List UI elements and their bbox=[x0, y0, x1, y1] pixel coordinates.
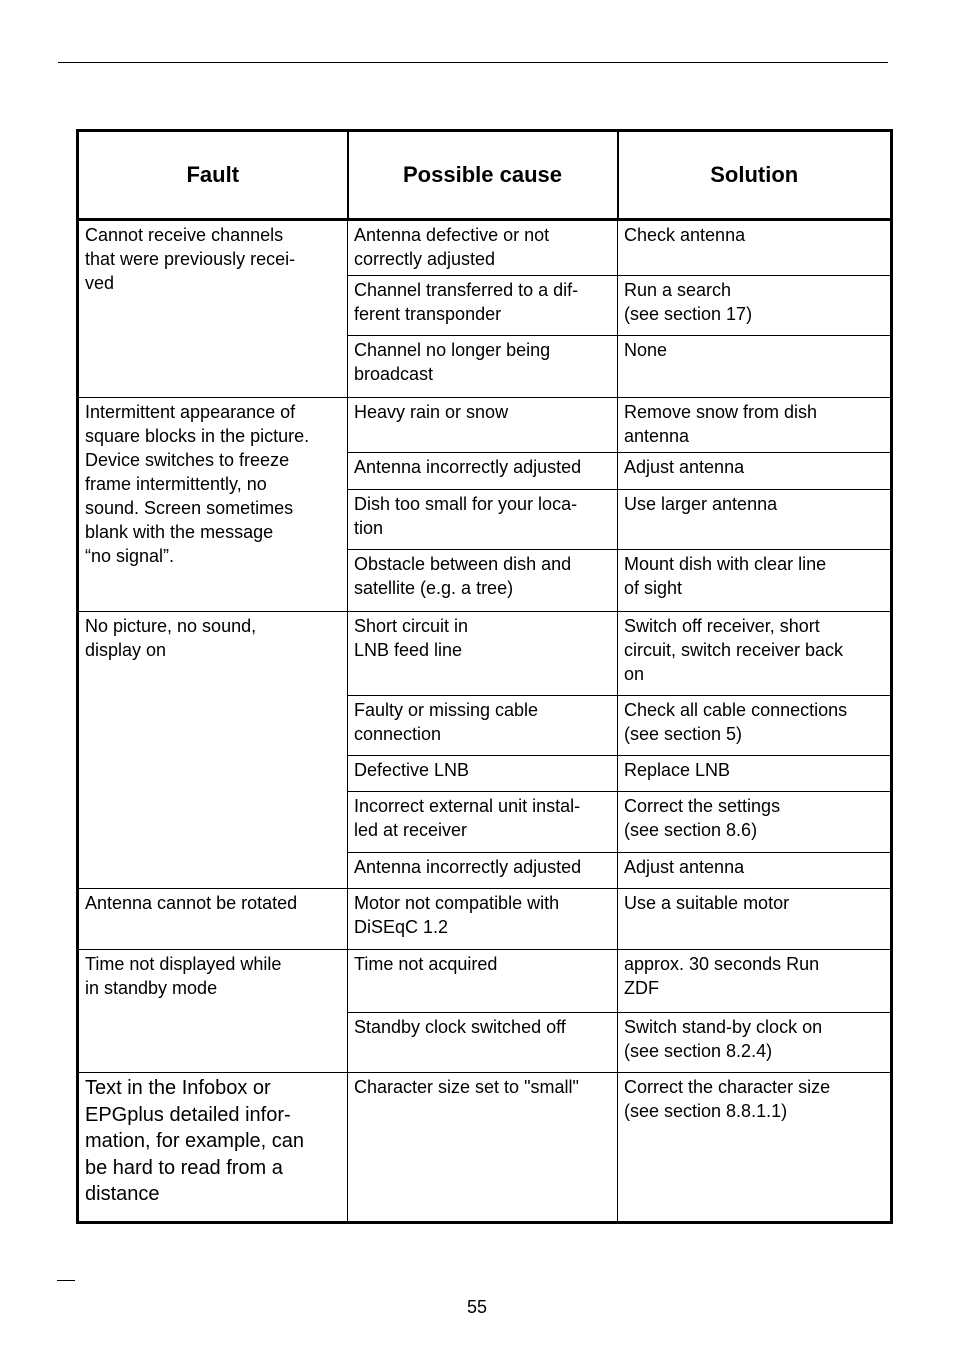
cause-cell: Short circuit in LNB feed line bbox=[348, 612, 618, 696]
table-row bbox=[78, 950, 892, 1013]
fault-cell: Cannot receive channels that were previously recei- ved bbox=[78, 220, 348, 398]
header-solution: Solution bbox=[618, 131, 892, 220]
cause-cell: Defective LNB bbox=[348, 756, 618, 792]
solution-cell: Use larger antenna bbox=[618, 490, 892, 550]
fault-cell: No picture, no sound, display on bbox=[78, 612, 348, 889]
solution-cell: Switch stand-by clock on (see section 8.2.4) bbox=[618, 1013, 892, 1073]
header-possible-cause: Possible cause bbox=[348, 131, 618, 220]
cause-cell: Heavy rain or snow bbox=[348, 398, 618, 453]
header-rule bbox=[58, 62, 888, 63]
table-row bbox=[78, 612, 892, 696]
solution-cell: Mount dish with clear line of sight bbox=[618, 550, 892, 612]
cause-cell: Incorrect external unit instal- led at receiver bbox=[348, 792, 618, 853]
solution-cell: Replace LNB bbox=[618, 756, 892, 792]
fault-cell: Text in the Infobox or EPGplus detailed infor- mation, for example, can be hard to read from a distance bbox=[78, 1073, 348, 1223]
page-number: 55 bbox=[466, 1297, 488, 1317]
cause-cell: Character size set to "small" bbox=[348, 1073, 618, 1223]
solution-cell: Correct the character size (see section 8.8.1.1) bbox=[618, 1073, 892, 1223]
fault-cell: Antenna cannot be rotated bbox=[78, 889, 348, 950]
cause-cell: Motor not compatible with DiSEqC 1.2 bbox=[348, 889, 618, 950]
cause-cell: Channel no longer being broadcast bbox=[348, 336, 618, 398]
solution-cell: None bbox=[618, 336, 892, 398]
solution-cell: Correct the settings (see section 8.6) bbox=[618, 792, 892, 853]
solution-cell: Switch off receiver, short circuit, switch receiver back on bbox=[618, 612, 892, 696]
troubleshooting-table bbox=[76, 129, 893, 1224]
table-row bbox=[78, 889, 892, 950]
solution-cell: Adjust antenna bbox=[618, 853, 892, 889]
cause-cell: Antenna incorrectly adjusted bbox=[348, 853, 618, 889]
cause-cell: Dish too small for your loca- tion bbox=[348, 490, 618, 550]
cause-cell: Obstacle between dish and satellite (e.g. a tree) bbox=[348, 550, 618, 612]
cause-cell: Time not acquired bbox=[348, 950, 618, 1013]
cause-cell: Channel transferred to a dif- ferent transponder bbox=[348, 276, 618, 336]
table-row bbox=[78, 220, 892, 276]
table-header-row bbox=[78, 131, 892, 220]
solution-cell: Use a suitable motor bbox=[618, 889, 892, 950]
solution-cell: Check all cable connections (see section 5) bbox=[618, 696, 892, 756]
cause-cell: Antenna defective or not correctly adjusted bbox=[348, 220, 618, 276]
solution-cell: Check antenna bbox=[618, 220, 892, 276]
solution-cell: Remove snow from dish antenna bbox=[618, 398, 892, 453]
table-row bbox=[78, 1073, 892, 1223]
cause-cell: Antenna incorrectly adjusted bbox=[348, 453, 618, 490]
fault-cell: Intermittent appearance of square blocks in the picture. Device switches to freeze frame intermittently, no sound. Screen sometimes blank with the message “no signal”. bbox=[78, 398, 348, 612]
footer-rule bbox=[57, 1280, 75, 1281]
solution-cell: Run a search (see section 17) bbox=[618, 276, 892, 336]
cause-cell: Standby clock switched off bbox=[348, 1013, 618, 1073]
solution-cell: Adjust antenna bbox=[618, 453, 892, 490]
cause-cell: Faulty or missing cable connection bbox=[348, 696, 618, 756]
header-fault: Fault bbox=[78, 131, 348, 220]
solution-cell: approx. 30 seconds Run ZDF bbox=[618, 950, 892, 1013]
fault-cell: Time not displayed while in standby mode bbox=[78, 950, 348, 1073]
table-row bbox=[78, 398, 892, 453]
